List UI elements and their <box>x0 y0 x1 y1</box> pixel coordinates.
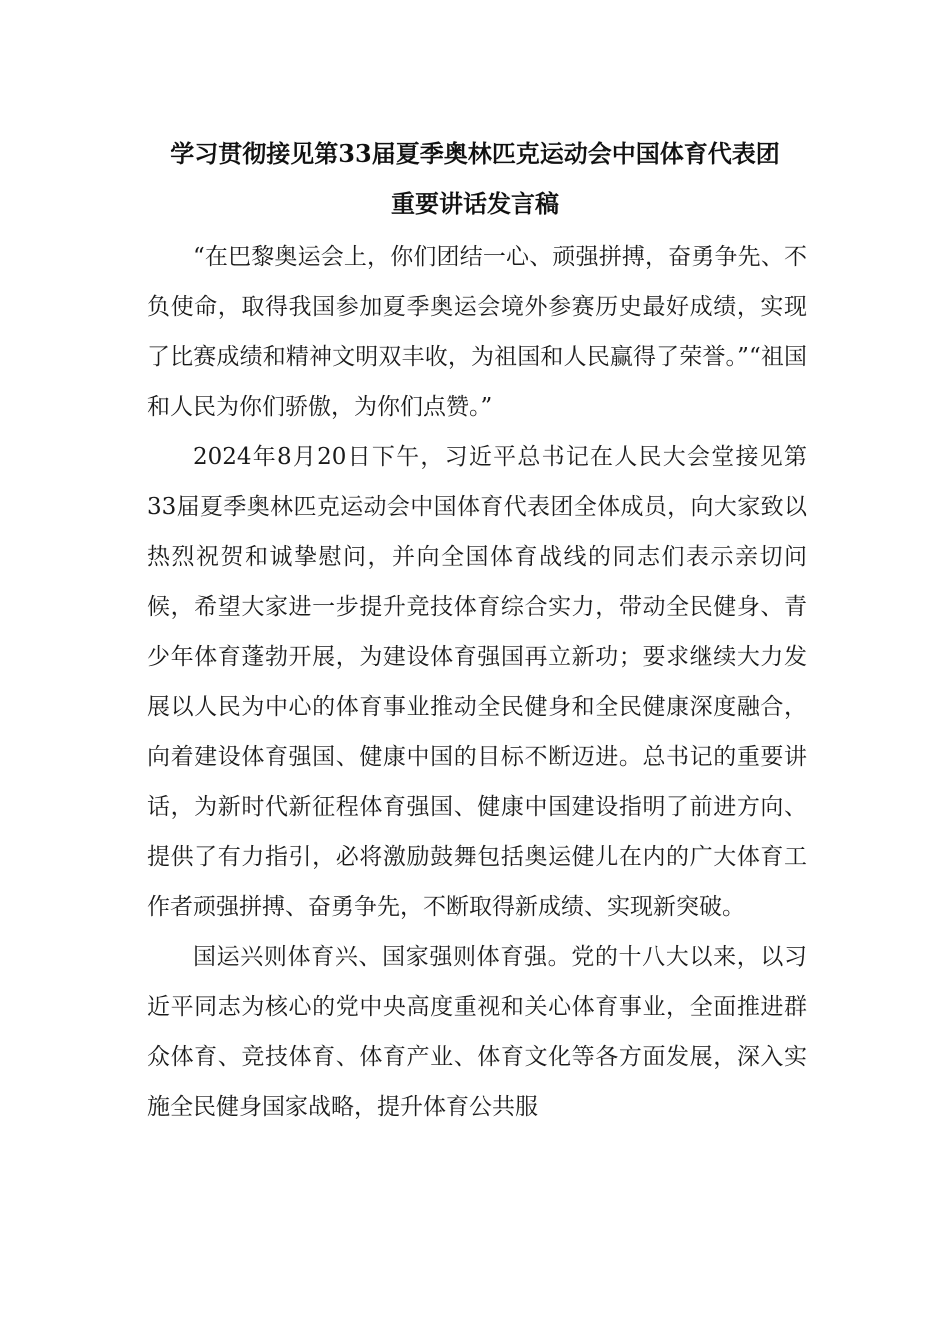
paragraph-meeting: 2024年8月20日下午，习近平总书记在人民大会堂接见第33届夏季奥林匹克运动会中国体育代表团全体成员，向大家致以热烈祝贺和诚挚慰问，并向全国体育战线的同志们表示亲切问候，希望大家进一步提升竞技体育综合实力，带动全民健身、青少年体育蓬勃开展，为建设体育强国再立新功；要求继续大力发展以人民为中心的体育事业推动全民健身和全民健康深度融合，向着建设体育强国、健康中国的目标不断迈进。总书记的重要讲话，为新时代新征程体育强国、健康中国建设指明了前进方向、提供了有力指引，必将激励鼓舞包括奥运健儿在内的广大体育工作者顽强拼搏、奋勇争先，不断取得新成绩、实现新突破。 <box>147 444 807 920</box>
paragraph-national-sports: 国运兴则体育兴、国家强则体育强。党的十八大以来，以习近平同志为核心的党中央高度重视和关心体育事业，全面推进群众体育、竞技体育、体育产业、体育文化等各方面发展，深入实施全民健身国家战略，提升体育公共服 <box>147 944 807 1120</box>
document-title-line-1: 学习贯彻接见第33届夏季奥林匹克运动会中国体育代表团 <box>170 139 780 168</box>
document-title-line-2: 重要讲话发言稿 <box>391 189 559 218</box>
paragraph-quote: “在巴黎奥运会上，你们团结一心、顽强拼搏，奋勇争先、不负使命，取得我国参加夏季奥运会境外参赛历史最好成绩，实现了比赛成绩和精神文明双丰收，为祖国和人民赢得了荣誉。”“祖国和人民为你们骄傲，为你们点赞。” <box>147 244 807 420</box>
document-body <box>147 232 807 1132</box>
